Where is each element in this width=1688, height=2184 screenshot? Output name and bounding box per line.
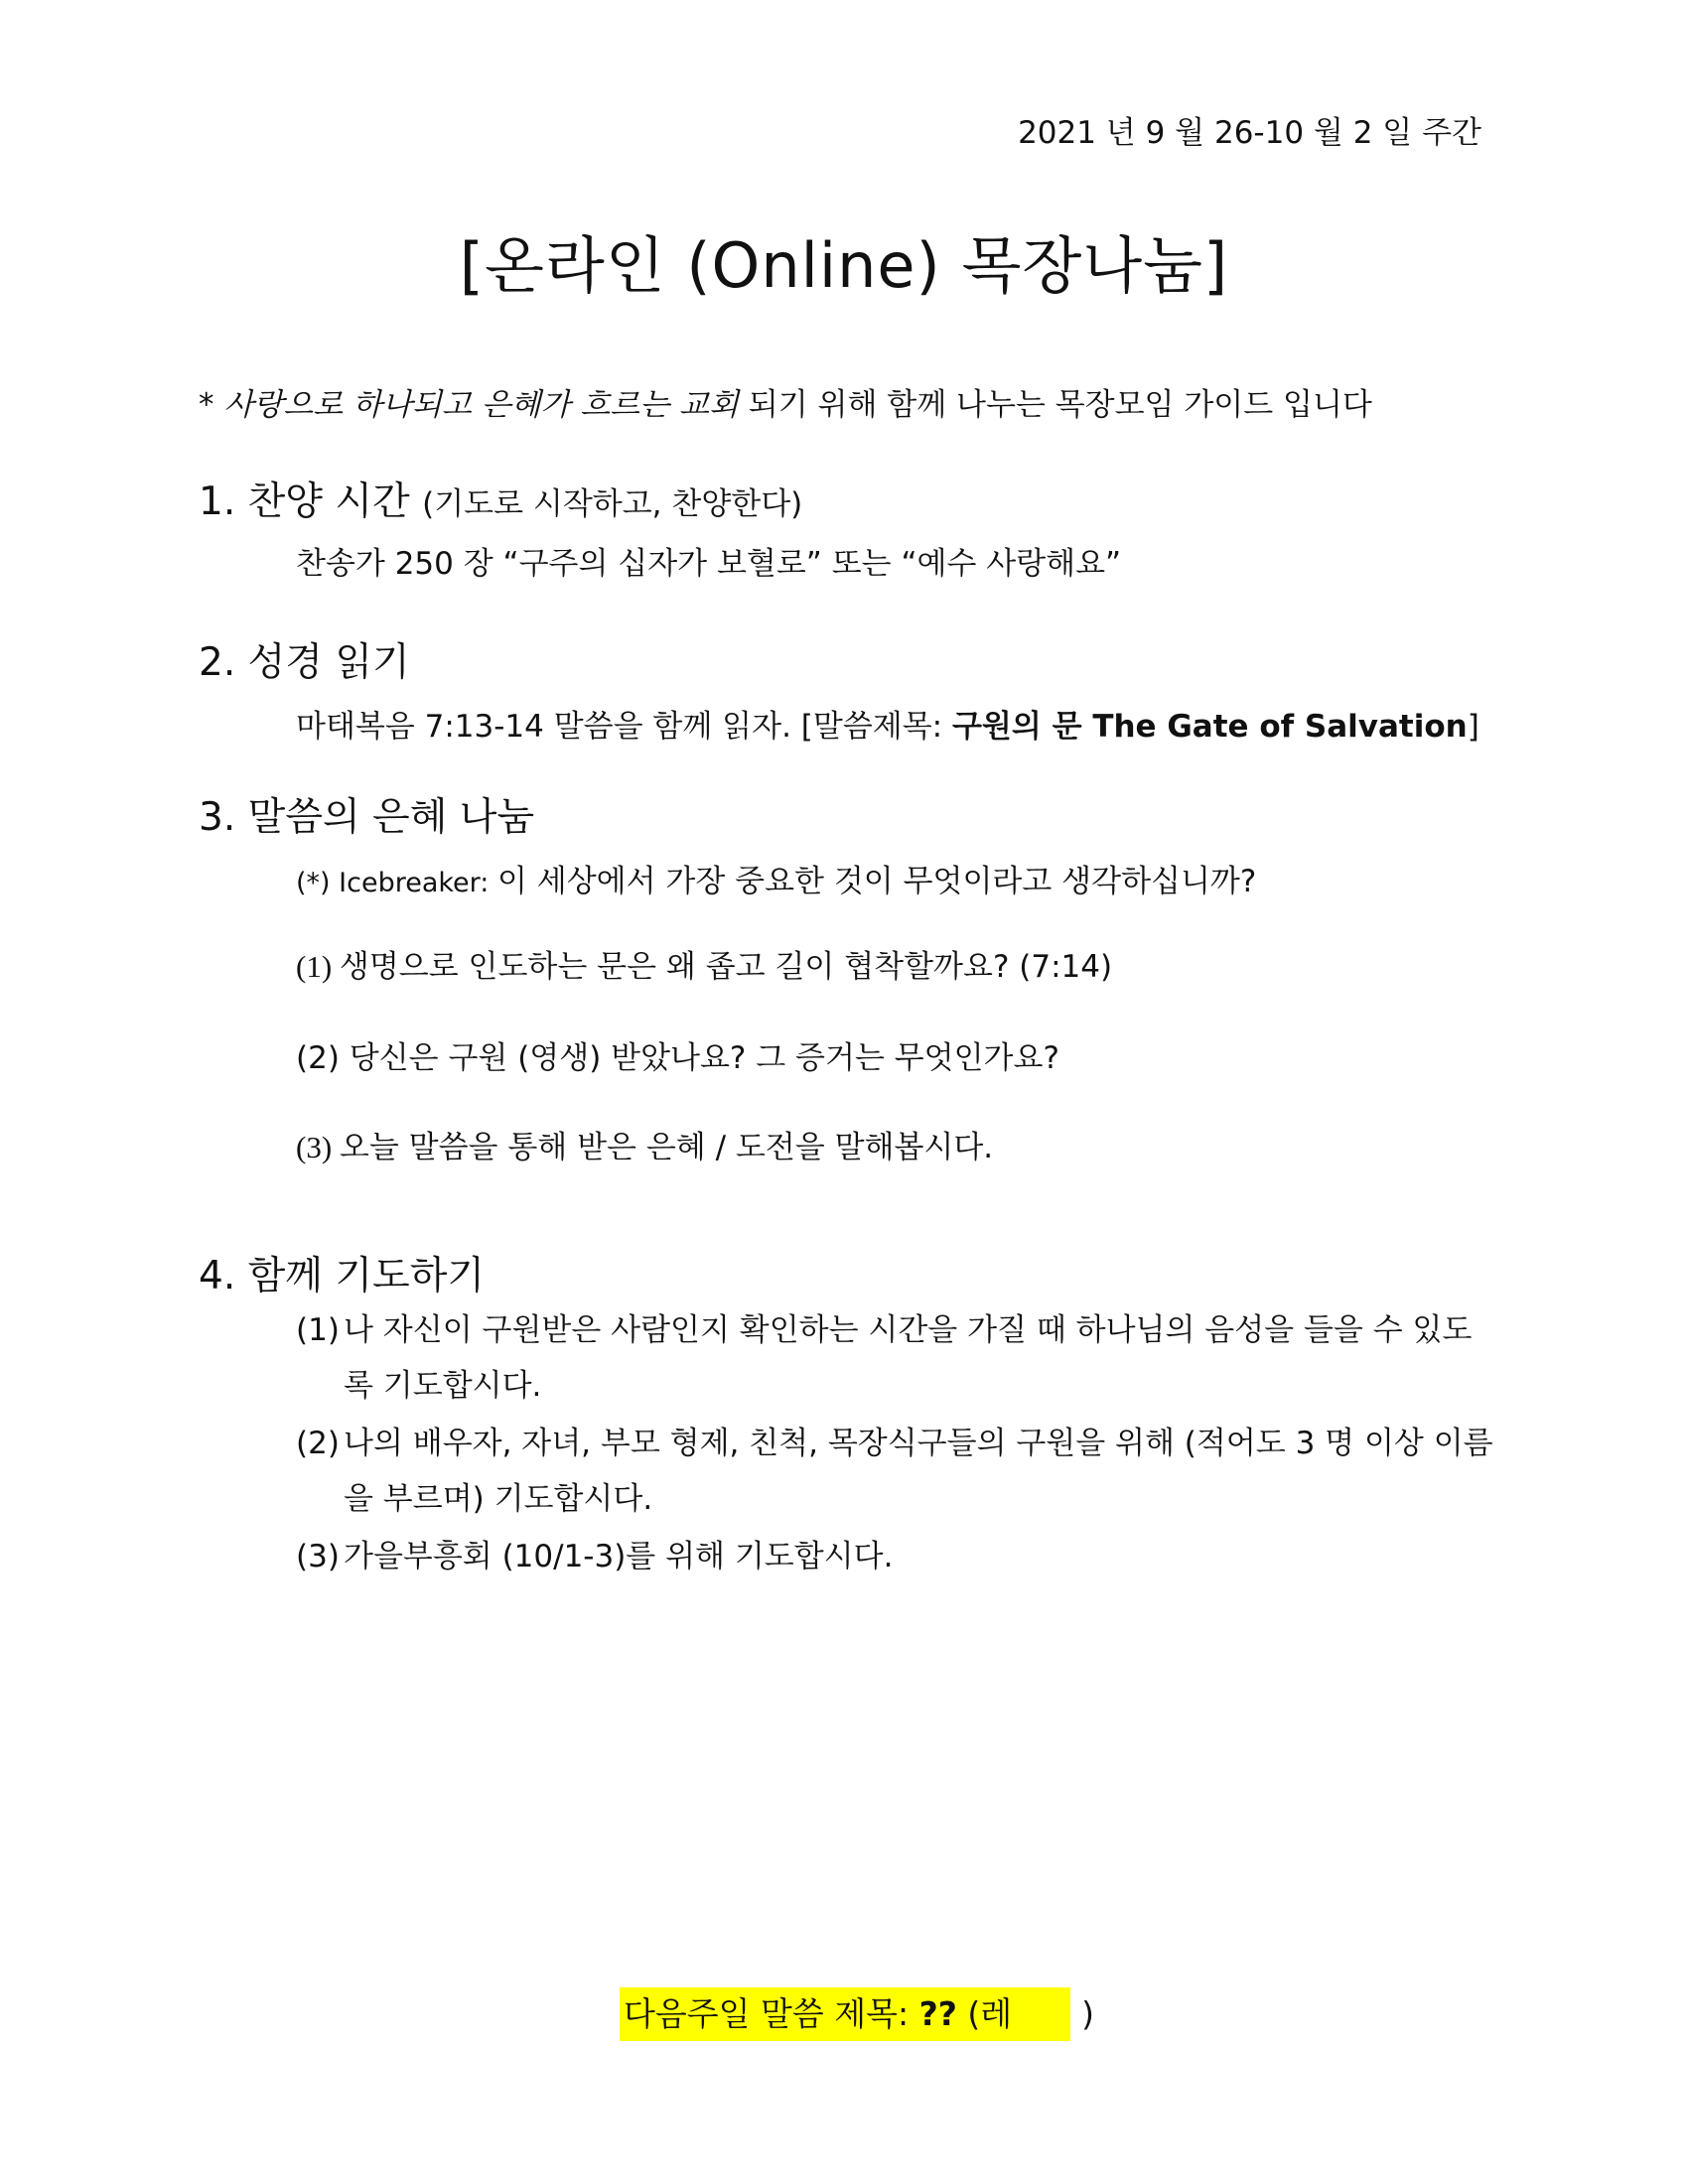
intro-italic: 사랑으로 하나되고 은혜가 흐르는 교회 xyxy=(223,387,739,423)
icebreaker-question: 이 세상에서 가장 중요한 것이 무엇이라고 생각하십니까? xyxy=(496,864,1257,899)
page-title: [온라인 (Online) 목장나눔] xyxy=(459,229,1229,302)
question-2-num: (2) xyxy=(296,1040,350,1076)
prayer-item-3-num: (3) xyxy=(296,1539,340,1574)
question-3-num: (3) xyxy=(296,1130,340,1164)
date-range: 2021 년 9 월 26-10 월 2 일 주간 xyxy=(1018,115,1481,151)
prayer-item-2-num: (2) xyxy=(296,1426,340,1461)
praise-heading-text: 1. 찬양 시간 xyxy=(199,479,423,524)
next-week-label: 다음주일 말씀 제목: xyxy=(624,1994,919,2033)
praise-heading-sub: (기도로 시작하고, 찬양한다) xyxy=(422,486,803,522)
section-praise-heading xyxy=(199,471,802,526)
praise-hymn-line: 찬송가 250 장 “구주의 십자가 보혈로” 또는 “예수 사랑해요” xyxy=(296,546,1122,582)
question-2-text: 당신은 구원 (영생) 받았나요? 그 증거는 무엇인가요? xyxy=(349,1040,1059,1076)
prayer-item-3: 가을부흥회 (10/1-3)를 위해 기도합시다. xyxy=(344,1539,894,1574)
next-week-paren-open: (레 xyxy=(956,1994,1013,2033)
intro-rest: 되기 위해 함께 나누는 목장모임 가이드 입니다 xyxy=(738,387,1372,423)
sermon-title: 구원의 문 The Gate of Salvation xyxy=(951,709,1468,745)
icebreaker-line xyxy=(296,856,1256,900)
question-3 xyxy=(296,1122,993,1166)
section-grace-heading: 3. 말씀의 은혜 나눔 xyxy=(199,795,535,840)
bible-close-bracket: ] xyxy=(1467,709,1479,745)
prayer-item-1: 나 자신이 구원받은 사람인지 확인하는 시간을 가질 때 하나님의 음성을 들을 수 있도록 기도합시다. xyxy=(344,1312,1473,1404)
bible-reading-text: 마태복음 7:13-14 말씀을 함께 읽자. [말씀제목: xyxy=(296,709,952,745)
question-1-text: 생명으로 인도하는 문은 왜 좁고 길이 협착할까요? (7:14) xyxy=(339,949,1113,985)
next-week-paren-close: ) xyxy=(1081,1994,1095,2033)
next-week-title: ?? xyxy=(918,1994,957,2033)
section-bible-heading: 2. 성경 읽기 xyxy=(199,640,410,685)
question-1-num: (1) xyxy=(296,949,340,984)
intro-prefix: * xyxy=(199,387,224,423)
prayer-item-1-num: (1) xyxy=(296,1312,340,1348)
question-2 xyxy=(296,1032,1059,1077)
question-3-text: 오늘 말씀을 통해 받은 은혜 / 도전을 말해봅시다. xyxy=(339,1130,994,1165)
next-week-sermon xyxy=(620,1987,1095,2041)
icebreaker-label: (*) Icebreaker: xyxy=(296,868,497,898)
question-1 xyxy=(296,941,1112,986)
bible-reading-line xyxy=(296,701,1479,746)
prayer-item-2: 나의 배우자, 자녀, 부모 형제, 친척, 목장식구들의 구원을 위해 (적어도 3 명 이상 이름을 부르며) 기도합시다. xyxy=(344,1426,1493,1517)
intro-line xyxy=(199,379,1372,424)
section-prayer-heading: 4. 함께 기도하기 xyxy=(199,1254,486,1298)
